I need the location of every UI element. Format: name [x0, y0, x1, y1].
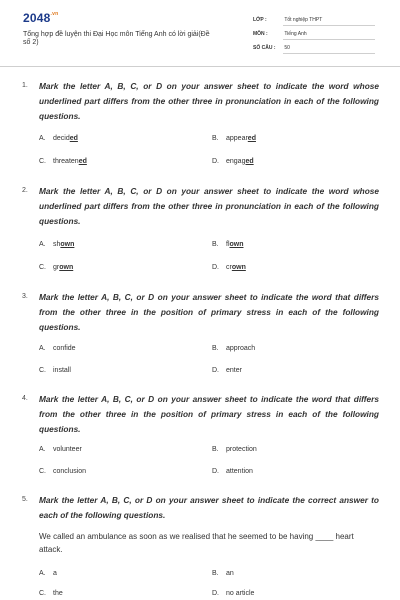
- option-text: confide: [53, 345, 76, 352]
- option-text: decid: [53, 135, 70, 142]
- option-b[interactable]: [212, 241, 244, 248]
- option-letter: A.: [39, 241, 46, 248]
- option-text: cr: [226, 264, 232, 271]
- question-instruction: Mark the letter A, B, C, or D on your answer sheet to indicate the correct answer to each of the following questions.: [39, 495, 379, 520]
- option-letter: C.: [39, 158, 46, 165]
- question-instruction: Mark the letter A, B, C, or D on your answer sheet to indicate the word that differs from the other three in the position of primary stress in each of the following questions.: [39, 394, 379, 434]
- option-letter: C.: [39, 590, 46, 597]
- option-d[interactable]: [212, 590, 254, 597]
- option-text: appear: [226, 135, 248, 142]
- option-text: the: [53, 590, 63, 597]
- option-text: an: [226, 570, 234, 577]
- option-d[interactable]: [212, 468, 253, 475]
- option-underlined-part: ed: [245, 158, 254, 165]
- option-letter: A.: [39, 570, 46, 577]
- option-text: a: [53, 570, 57, 577]
- logo-number: 2048: [23, 11, 51, 25]
- option-letter: C.: [39, 264, 46, 271]
- option-text: engag: [226, 158, 246, 165]
- question-instruction: Mark the letter A, B, C, or D on your answer sheet to indicate the word whose underlined part differs from the other three in pronunciation in each of the following questions.: [39, 186, 379, 226]
- option-letter: D.: [212, 367, 219, 374]
- option-underlined-part: own: [59, 264, 74, 271]
- document-title: Tổng hợp đề luyện thi Đại Học môn Tiếng Anh có lời giải(Đề số 2): [23, 31, 210, 46]
- option-letter: B.: [212, 345, 219, 352]
- option-a[interactable]: [39, 345, 76, 352]
- option-underlined-part: own: [60, 241, 75, 248]
- meta-value: Tốt nghiệp THPT: [284, 17, 323, 23]
- option-letter: D.: [212, 590, 219, 597]
- meta-divider: [283, 53, 375, 54]
- option-a[interactable]: [39, 241, 74, 248]
- option-b[interactable]: [212, 570, 234, 577]
- option-b[interactable]: [212, 446, 257, 453]
- option-d[interactable]: [212, 264, 246, 271]
- meta-subject: [253, 31, 307, 37]
- option-c[interactable]: [39, 158, 87, 165]
- option-letter: C.: [39, 367, 46, 374]
- question-number: 5.: [22, 496, 28, 503]
- meta-label: LỚP :: [253, 17, 267, 23]
- option-underlined-part: own: [231, 264, 246, 271]
- option-a[interactable]: [39, 446, 82, 453]
- option-letter: C.: [39, 468, 46, 475]
- option-b[interactable]: [212, 135, 256, 142]
- option-text: gr: [53, 264, 60, 271]
- option-letter: D.: [212, 264, 219, 271]
- option-text: protection: [226, 446, 257, 453]
- option-text: volunteer: [53, 446, 82, 453]
- question-number: 2.: [22, 187, 28, 194]
- meta-label: MÔN :: [253, 31, 268, 37]
- question-instruction: Mark the letter A, B, C, or D on your answer sheet to indicate the word whose underlined part differs from the other three in pronunciation in each of the following questions.: [39, 81, 379, 121]
- option-underlined-part: ed: [78, 158, 87, 165]
- option-letter: B.: [212, 135, 219, 142]
- question-instruction: Mark the letter A, B, C, or D on your answer sheet to indicate the word that differs from the other three in the position of primary stress in each of the following questions.: [39, 292, 379, 332]
- option-c[interactable]: [39, 590, 63, 597]
- question-stem: We called an ambulance as soon as we realised that he seemed to be having ____ heart attack.: [39, 532, 354, 554]
- option-letter: B.: [212, 241, 219, 248]
- option-d[interactable]: [212, 367, 242, 374]
- option-text: enter: [226, 367, 242, 374]
- option-text: fl: [226, 241, 230, 248]
- site-logo[interactable]: [23, 11, 58, 25]
- meta-divider: [283, 25, 375, 26]
- question-number: 1.: [22, 82, 28, 89]
- option-letter: A.: [39, 345, 46, 352]
- option-letter: A.: [39, 446, 46, 453]
- question-number: 3.: [22, 293, 28, 300]
- option-a[interactable]: [39, 135, 78, 142]
- option-text: conclusion: [53, 468, 87, 475]
- meta-label: SỐ CÂU :: [253, 45, 276, 51]
- option-letter: B.: [212, 570, 219, 577]
- document-header: [0, 0, 400, 67]
- option-text: approach: [226, 345, 256, 352]
- option-text: no article: [226, 590, 255, 597]
- option-letter: B.: [212, 446, 219, 453]
- option-text: attention: [226, 468, 253, 475]
- option-c[interactable]: [39, 468, 86, 475]
- option-letter: D.: [212, 158, 219, 165]
- meta-value: 50: [284, 45, 290, 51]
- option-b[interactable]: [212, 345, 255, 352]
- option-letter: A.: [39, 135, 46, 142]
- option-underlined-part: own: [229, 241, 244, 248]
- option-text: install: [53, 367, 71, 374]
- option-c[interactable]: [39, 367, 71, 374]
- meta-value: Tiếng Anh: [284, 31, 307, 37]
- option-underlined-part: ed: [69, 135, 78, 142]
- option-a[interactable]: [39, 570, 57, 577]
- question-number: 4.: [22, 395, 28, 402]
- option-c[interactable]: [39, 264, 73, 271]
- option-text: threaten: [53, 158, 79, 165]
- meta-class: [253, 17, 322, 23]
- logo-suffix: .vn: [50, 11, 59, 17]
- option-underlined-part: ed: [247, 135, 256, 142]
- option-letter: D.: [212, 468, 219, 475]
- meta-count: [253, 45, 290, 51]
- option-text: sh: [53, 241, 61, 248]
- option-d[interactable]: [212, 158, 254, 165]
- meta-divider: [283, 39, 375, 40]
